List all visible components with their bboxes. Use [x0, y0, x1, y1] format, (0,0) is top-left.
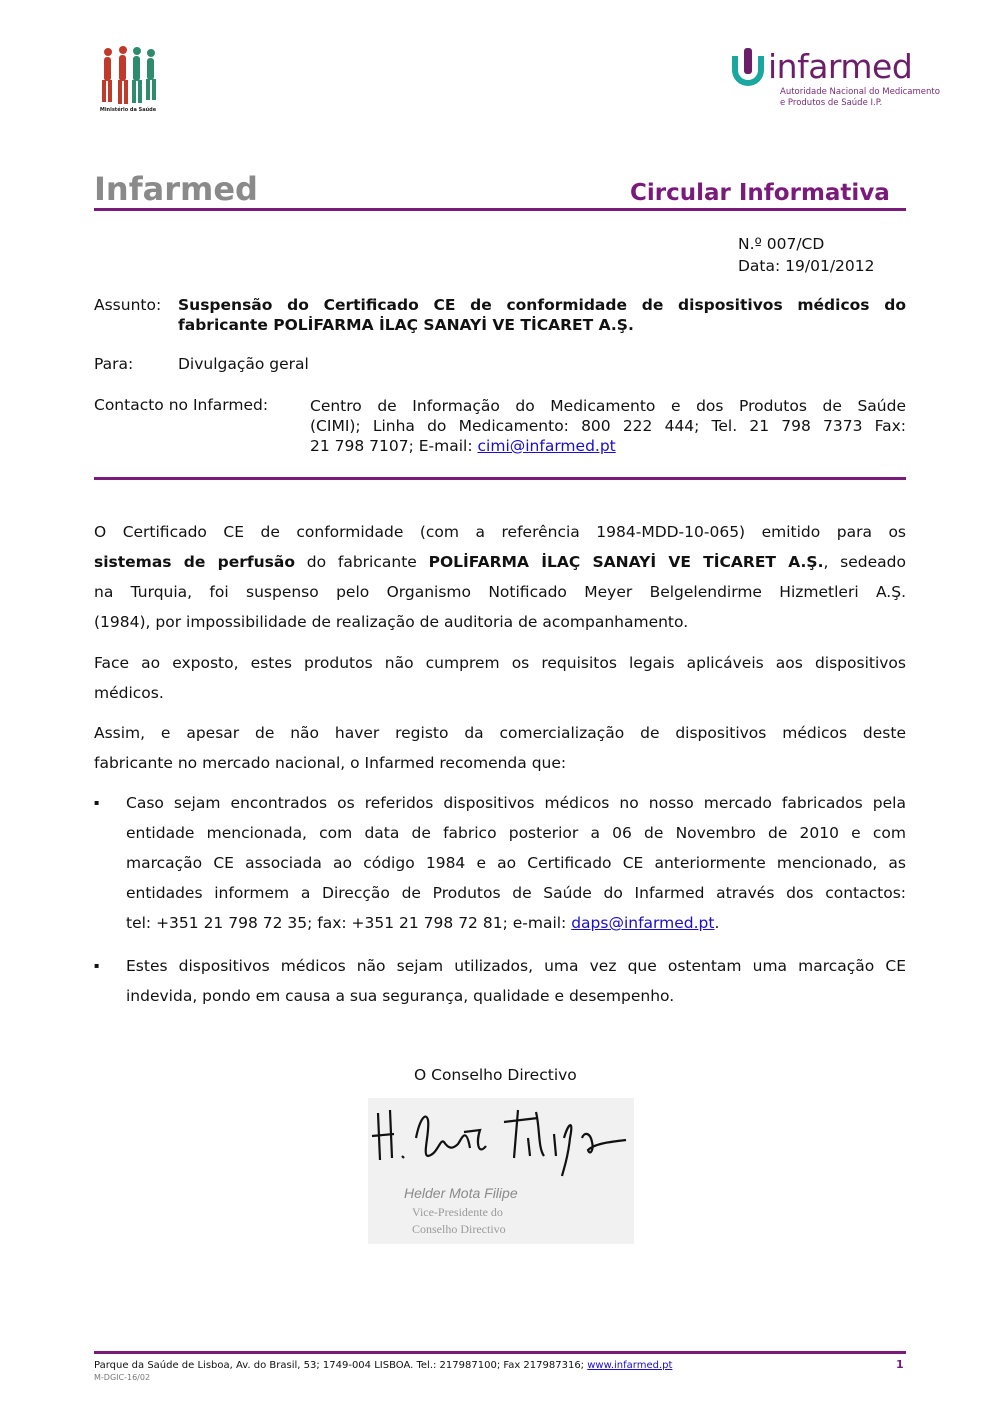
handwritten-signature — [368, 1098, 634, 1178]
infarmed-logo-mark — [728, 46, 768, 90]
signoff-board: O Conselho Directivo — [414, 1066, 577, 1084]
bullet-line-text: . — [714, 914, 720, 932]
footer-divider — [94, 1351, 906, 1354]
recipient-label: Para: — [94, 355, 134, 373]
product-name: sistemas de perfusão — [94, 553, 295, 571]
bullet-line: Caso sejam encontrados os referidos dispositivos médicos no nosso mercado fabricados pela — [126, 794, 906, 812]
stamp-role: Vice-Presidente do — [412, 1205, 503, 1219]
body-line: na Turquia, foi suspenso pelo Organismo Notificado Meyer Belgelendirme Hizmetleri A.Ş. — [94, 583, 906, 601]
bullet-line-text: tel: +351 21 798 72 35; fax: +351 21 798 72 81; e-mail: — [126, 914, 572, 932]
website-link[interactable]: www.infarmed.pt — [587, 1360, 673, 1371]
body-line — [94, 547, 906, 577]
header-divider — [94, 477, 906, 480]
body-paragraph — [94, 718, 906, 778]
stamp-role: Conselho Directivo — [412, 1222, 506, 1236]
body-line: Face ao exposto, estes produtos não cumprem os requisitos legais aplicáveis aos dispositivos — [94, 654, 906, 672]
contact-line: Centro de Informação do Medicamento e dos Produtos de Saúde — [310, 397, 906, 415]
title-divider — [94, 208, 906, 211]
subject-text — [178, 295, 906, 335]
infarmed-subtitle: e Produtos de Saúde I.P. — [780, 98, 883, 108]
footer-address-text: Parque da Saúde de Lisboa, Av. do Brasil, 53; 1749-004 LISBOA. Tel.: 217987100; Fax 217987316; — [94, 1360, 588, 1371]
body-paragraph — [94, 517, 906, 637]
contact-line: (CIMI); Linha do Medicamento: 800 222 444; Tel. 21 798 7373 Fax: — [310, 417, 906, 435]
subject-line: fabricante POLİFARMA İLAÇ SANAYİ VE TİCARET A.Ş. — [178, 316, 634, 334]
body-line: (1984), por impossibilidade de realização de auditoria de acompanhamento. — [94, 613, 689, 631]
stamp-name: Helder Mota Filipe — [404, 1185, 518, 1201]
bullet-line — [126, 908, 906, 938]
bullet-line: entidades informem a Direcção de Produtos de Saúde do Infarmed através dos contactos: — [126, 884, 906, 902]
cimi-email-link[interactable]: cimi@infarmed.pt — [477, 437, 616, 455]
circular-date: Data: 19/01/2012 — [738, 257, 875, 275]
bullet-line: Estes dispositivos médicos não sejam utilizados, uma vez que ostentam uma marcação CE — [126, 957, 906, 975]
subject-line: Suspensão do Certificado CE de conformidade de dispositivos médicos do — [178, 296, 906, 314]
body-text: , sedeado — [823, 553, 906, 571]
ministry-caption: Ministério da Saúde — [99, 107, 157, 113]
contact-line-text: 21 798 7107; E-mail: — [310, 437, 478, 455]
bullet-marker: ▪ — [94, 798, 100, 807]
bullet-item — [126, 951, 906, 1011]
recipient-value: Divulgação geral — [178, 355, 309, 373]
form-code: M-DGIC-16/02 — [94, 1373, 151, 1382]
bullet-line: indevida, pondo em causa a sua segurança, qualidade e desempenho. — [126, 987, 675, 1005]
body-line: fabricante no mercado nacional, o Infarmed recomenda que: — [94, 754, 567, 772]
page-number: 1 — [896, 1358, 904, 1371]
bullet-line: marcação CE associada ao código 1984 e ao Certificado CE anteriormente mencionado, as — [126, 854, 906, 872]
infarmed-wordmark: infarmed — [768, 47, 913, 86]
body-text: do fabricante — [295, 553, 429, 571]
contact-details — [310, 396, 906, 456]
subject-label: Assunto: — [94, 296, 162, 314]
bullet-marker: ▪ — [94, 961, 100, 970]
footer-address — [94, 1360, 672, 1371]
bullet-item — [126, 788, 906, 938]
infarmed-subtitle: Autoridade Nacional do Medicamento — [780, 87, 940, 97]
body-paragraph — [94, 648, 906, 708]
daps-email-link[interactable]: daps@infarmed.pt — [571, 914, 715, 932]
contact-label: Contacto no Infarmed: — [94, 396, 269, 414]
document-type: Circular Informativa — [630, 180, 890, 206]
bullet-line: entidade mencionada, com data de fabrico posterior a 06 de Novembro de 2010 e com — [126, 824, 906, 842]
body-line: O Certificado CE de conformidade (com a referência 1984-MDD-10-065) emitido para os — [94, 523, 906, 541]
body-line: Assim, e apesar de não haver registo da comercialização de dispositivos médicos deste — [94, 724, 906, 742]
circular-number: N.º 007/CD — [738, 235, 825, 253]
contact-line — [310, 436, 906, 456]
document-brand: Infarmed — [94, 170, 258, 208]
manufacturer-name: POLİFARMA İLAÇ SANAYİ VE TİCARET A.Ş. — [428, 553, 824, 571]
body-line: médicos. — [94, 684, 164, 702]
